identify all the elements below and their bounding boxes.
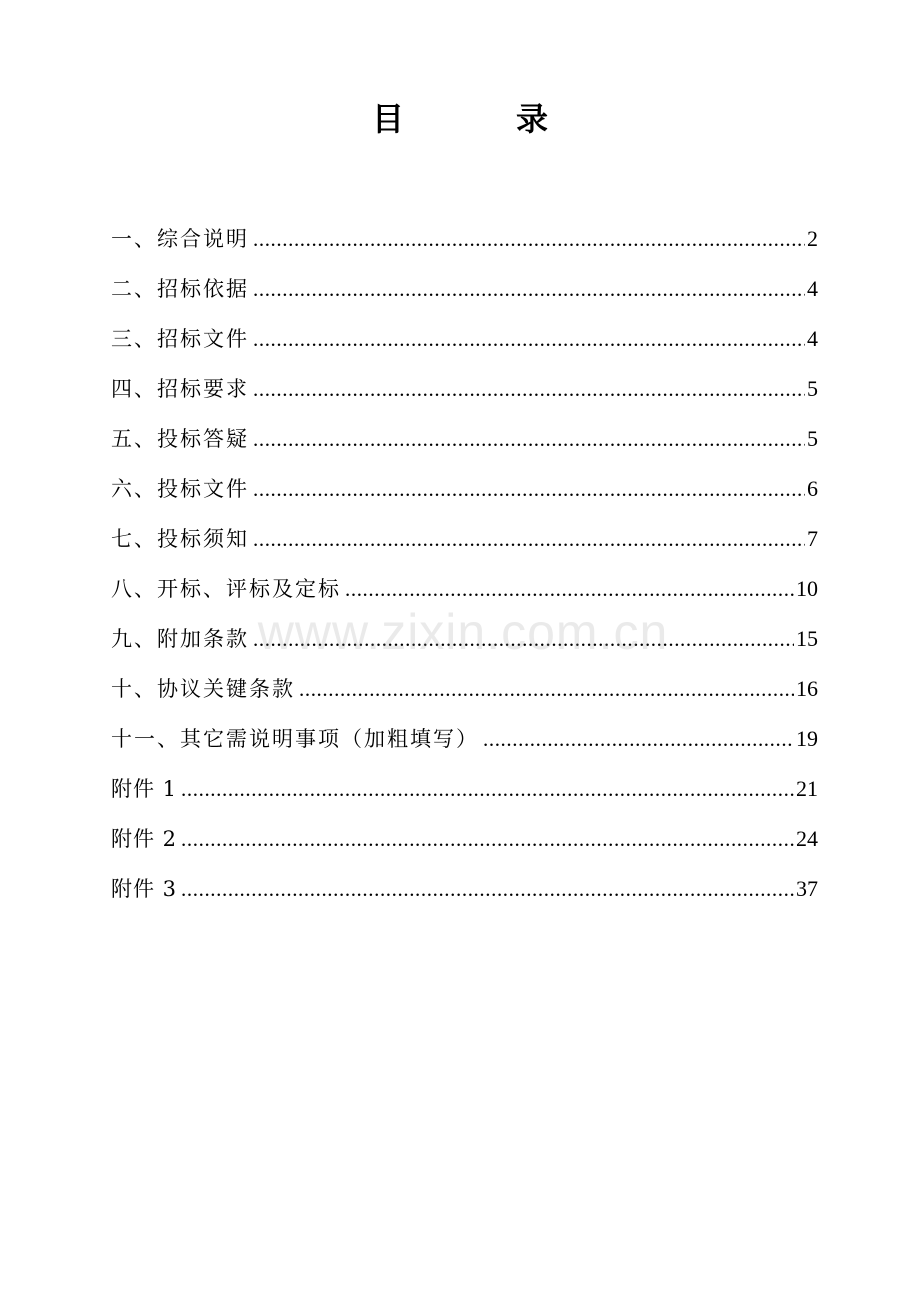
toc-entry-5[interactable] <box>111 414 818 464</box>
toc-entry-page: 2 <box>807 226 818 251</box>
toc-leader-dots <box>253 464 805 514</box>
toc-leader-dots <box>253 514 805 564</box>
toc-entry-page: 19 <box>796 726 818 751</box>
toc-entry-1[interactable] <box>111 214 818 264</box>
toc-entry-label: 三、招标文件 <box>111 327 249 351</box>
toc-entry-label: 八、开标、评标及定标 <box>111 577 341 601</box>
toc-entry-page: 16 <box>796 676 818 701</box>
toc-leader-dots <box>483 714 794 764</box>
toc-leader-dots <box>253 214 805 264</box>
toc-entry-label: 五、投标答疑 <box>111 427 249 451</box>
toc-entry-label: 十一、其它需说明事项（加粗填写） <box>111 727 479 751</box>
toc-entry-label: 附件 1 <box>111 777 178 801</box>
toc-entry-4[interactable] <box>111 364 818 414</box>
toc-entry-page: 4 <box>807 276 818 301</box>
toc-entry-page: 5 <box>807 426 818 451</box>
toc-entry-page: 24 <box>796 826 818 851</box>
toc-entry-10[interactable] <box>111 664 818 714</box>
toc-entry-8[interactable] <box>111 564 818 614</box>
toc-list <box>111 214 818 914</box>
toc-entry-page: 4 <box>807 326 818 351</box>
toc-entry-11[interactable] <box>111 714 818 764</box>
toc-leader-dots <box>253 264 805 314</box>
toc-leader-dots <box>299 664 794 714</box>
toc-leader-dots <box>253 314 805 364</box>
toc-entry-page: 7 <box>807 526 818 551</box>
toc-leader-dots <box>253 614 794 664</box>
toc-leader-dots <box>181 764 794 814</box>
toc-entry-appendix-2[interactable] <box>111 814 818 864</box>
toc-title: 目 录 <box>371 100 588 138</box>
toc-leader-dots <box>181 864 794 914</box>
toc-entry-label: 二、招标依据 <box>111 277 249 301</box>
toc-leader-dots <box>253 364 805 414</box>
toc-entry-appendix-3[interactable] <box>111 864 818 914</box>
toc-entry-6[interactable] <box>111 464 818 514</box>
toc-entry-label: 一、综合说明 <box>111 227 249 251</box>
toc-entry-page: 5 <box>807 376 818 401</box>
toc-entry-label: 十、协议关键条款 <box>111 677 295 701</box>
toc-entry-7[interactable] <box>111 514 818 564</box>
toc-entry-page: 37 <box>796 876 818 901</box>
toc-leader-dots <box>345 564 794 614</box>
toc-entry-page: 10 <box>796 576 818 601</box>
toc-leader-dots <box>181 814 794 864</box>
toc-entry-label: 六、投标文件 <box>111 477 249 501</box>
toc-leader-dots <box>253 414 805 464</box>
toc-entry-appendix-1[interactable] <box>111 764 818 814</box>
toc-entry-label: 四、招标要求 <box>111 377 249 401</box>
toc-entry-label: 附件 2 <box>111 827 178 851</box>
toc-entry-page: 21 <box>796 776 818 801</box>
toc-entry-page: 6 <box>807 476 818 501</box>
toc-entry-label: 九、附加条款 <box>111 627 249 651</box>
toc-entry-2[interactable] <box>111 264 818 314</box>
toc-entry-label: 附件 3 <box>111 877 178 901</box>
watermark: www.zixin.com.cn <box>257 604 669 660</box>
toc-entry-page: 15 <box>796 626 818 651</box>
toc-entry-9[interactable] <box>111 614 818 664</box>
toc-entry-label: 七、投标须知 <box>111 527 249 551</box>
toc-entry-3[interactable] <box>111 314 818 364</box>
